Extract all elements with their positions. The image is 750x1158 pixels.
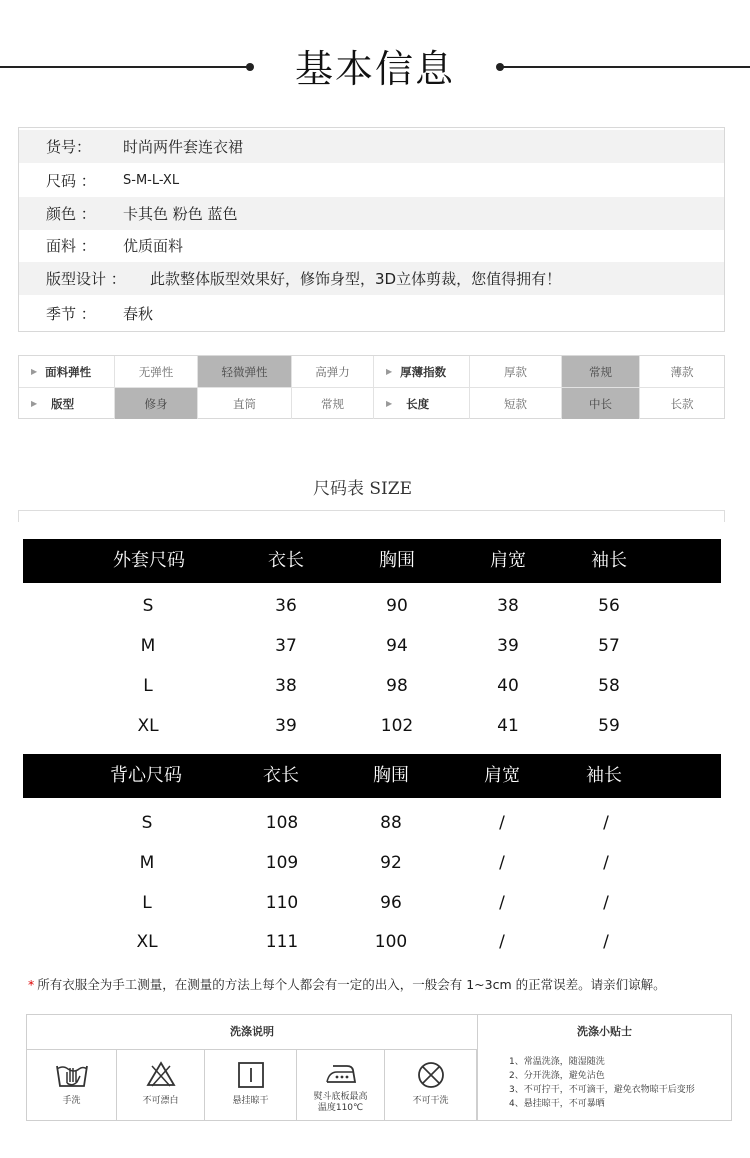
table-header-cell: 背心尺码 [110, 765, 182, 786]
attr-option-selected: 中长 [562, 388, 640, 419]
info-label: 货号： [46, 138, 92, 156]
table-header-cell: 袖长 [591, 550, 627, 571]
wash-icon-caption: 悬挂晾干 [232, 1096, 269, 1106]
tip-item: 4、悬挂晾干，不可暴晒 [509, 1099, 605, 1109]
attr-label-elasticity [19, 356, 115, 387]
header-line-right [500, 66, 750, 68]
info-row-fabric [19, 229, 724, 262]
info-label: 面料 ： [46, 237, 96, 255]
wash-icon-caption: 熨斗底板最高 温度110℃ [313, 1092, 368, 1113]
table-header-cell: 肩宽 [484, 765, 520, 786]
tip-item: 3、不可拧干，不可滴干，避免衣物晾干后变形 [509, 1085, 695, 1095]
no-bleach-icon [145, 1060, 177, 1088]
attr-option: 薄款 [670, 364, 694, 379]
hang-dry-icon [236, 1060, 266, 1090]
triangle-icon: ▶ [31, 367, 38, 376]
attribute-grid [18, 355, 725, 419]
table-cell: 39 [497, 636, 519, 656]
info-label: 颜色 ： [46, 205, 96, 223]
wash-icon-caption: 不可干洗 [412, 1096, 449, 1106]
table-cell: 59 [598, 716, 620, 736]
table-cell: / [603, 932, 609, 952]
measurement-note [28, 975, 666, 993]
table-header-cell: 衣长 [263, 765, 299, 786]
attr-option: 无弹性 [115, 356, 198, 387]
tip-item: 2、分开洗涤，避免沾色 [509, 1071, 605, 1081]
wash-icon-cell [117, 1050, 205, 1120]
attr-option: 长款 [670, 396, 694, 411]
wash-icon-cell [385, 1050, 477, 1120]
attr-label-text: 厚薄指数 [400, 364, 447, 379]
table-cell: 102 [380, 716, 414, 736]
info-value: 此款整体版型效果好，修饰身型，3D立体剪裁，您值得拥有！ [150, 270, 562, 288]
header-line-left [0, 66, 248, 68]
table-cell: XL [137, 716, 159, 736]
attr-option: 常规 [292, 388, 374, 419]
table-cell: 92 [380, 853, 402, 873]
table-cell: / [499, 932, 505, 952]
attr-label-text: 面料弹性 [45, 364, 92, 379]
size-chart-title: 尺码表 SIZE [313, 479, 412, 499]
basic-info-table [18, 127, 725, 332]
table-cell: M [140, 636, 156, 656]
table-cell: / [499, 853, 505, 873]
info-value: 卡其色 粉色 蓝色 [123, 205, 238, 223]
table-cell: / [603, 813, 609, 833]
info-row-size [19, 164, 724, 197]
washing-tips-title: 洗涤小贴士 [577, 1025, 632, 1038]
table-cell: XL [136, 932, 158, 952]
table-cell: S [141, 813, 153, 833]
attr-option-selected: 常规 [562, 356, 640, 387]
table-cell: 98 [386, 676, 408, 696]
jacket-table-header [23, 539, 721, 583]
table-cell: 94 [386, 636, 408, 656]
table-cell: 100 [374, 932, 408, 952]
washing-vertical-divider [477, 1015, 478, 1120]
page-title: 基本信息 [294, 47, 455, 91]
info-label: 尺码 ： [46, 172, 96, 190]
table-header-cell: 袖长 [586, 765, 622, 786]
table-cell: / [499, 813, 505, 833]
hand-wash-icon [54, 1060, 90, 1088]
info-value: 时尚两件套连衣裙 [123, 138, 244, 156]
attr-option: 短款 [470, 388, 562, 419]
info-row-season [19, 297, 724, 330]
attr-option-selected: 修身 [115, 388, 198, 419]
tip-item: 1、常温洗涤，随湿随洗 [509, 1057, 605, 1067]
info-value: 春秋 [123, 305, 154, 323]
info-row-item-no [19, 130, 724, 163]
table-cell: L [142, 893, 152, 913]
vest-table-header [23, 754, 721, 798]
wash-icon-cell [205, 1050, 297, 1120]
table-cell: 41 [497, 716, 519, 736]
table-cell: 38 [497, 596, 519, 616]
size-chart-frame [18, 510, 725, 522]
table-cell: / [499, 893, 505, 913]
table-cell: 38 [275, 676, 297, 696]
washing-title: 洗涤说明 [230, 1025, 274, 1038]
table-header-cell: 衣长 [268, 550, 304, 571]
table-cell: 110 [265, 893, 299, 913]
table-header-cell: 外套尺码 [113, 550, 185, 571]
info-value: S-M-L-XL [123, 173, 180, 188]
info-row-design [19, 262, 724, 295]
wash-icon-cell [297, 1050, 385, 1120]
table-cell: 36 [275, 596, 297, 616]
table-cell: 96 [380, 893, 402, 913]
wash-icon-caption: 不可漂白 [142, 1096, 179, 1106]
header-dot-left [246, 63, 254, 71]
washing-tips-list [509, 1055, 695, 1111]
info-label: 季节 ： [46, 305, 96, 323]
table-cell: 109 [265, 853, 299, 873]
table-header-cell: 胸围 [373, 765, 409, 786]
washing-panel [26, 1014, 732, 1121]
wash-icon-cell [27, 1050, 117, 1120]
table-cell: 88 [380, 813, 402, 833]
triangle-icon: ▶ [31, 399, 38, 408]
table-cell: M [139, 853, 155, 873]
table-cell: 111 [265, 932, 299, 952]
table-header-cell: 肩宽 [490, 550, 526, 571]
no-tumble-dry-icon [416, 1060, 446, 1090]
info-value: 优质面料 [123, 237, 184, 255]
attr-option-selected: 轻微弹性 [198, 356, 292, 387]
attr-label-thickness [374, 356, 470, 387]
table-cell: L [143, 676, 153, 696]
table-cell: 58 [598, 676, 620, 696]
table-cell: 108 [265, 813, 299, 833]
table-cell: 57 [598, 636, 620, 656]
section-header [0, 36, 750, 92]
table-cell: 39 [275, 716, 297, 736]
table-cell: 37 [275, 636, 297, 656]
attr-label-text: 版型 [51, 396, 75, 411]
asterisk-icon: * [28, 977, 35, 992]
attr-option: 高弹力 [292, 356, 374, 387]
attr-label-text: 长度 [406, 396, 430, 411]
table-cell: / [603, 853, 609, 873]
wash-icon-caption: 手洗 [62, 1096, 81, 1106]
table-cell: 40 [497, 676, 519, 696]
triangle-icon: ▶ [386, 367, 393, 376]
attr-option: 直筒 [198, 388, 292, 419]
attr-label-fit [19, 388, 115, 419]
info-label: 版型设计 ： [46, 270, 126, 288]
table-cell: 90 [386, 596, 408, 616]
table-header-cell: 胸围 [379, 550, 415, 571]
table-cell: / [603, 893, 609, 913]
table-cell: S [142, 596, 154, 616]
attr-option: 厚款 [470, 356, 562, 387]
note-text: 所有衣服全为手工测量，在测量的方法上每个人都会有一定的出入，一般会有 1~3cm 的正常误差。请亲们谅解。 [37, 977, 666, 992]
info-row-color [19, 197, 724, 230]
table-cell: 56 [598, 596, 620, 616]
triangle-icon: ▶ [386, 399, 393, 408]
attr-label-length [374, 388, 470, 419]
iron-icon [323, 1060, 359, 1086]
